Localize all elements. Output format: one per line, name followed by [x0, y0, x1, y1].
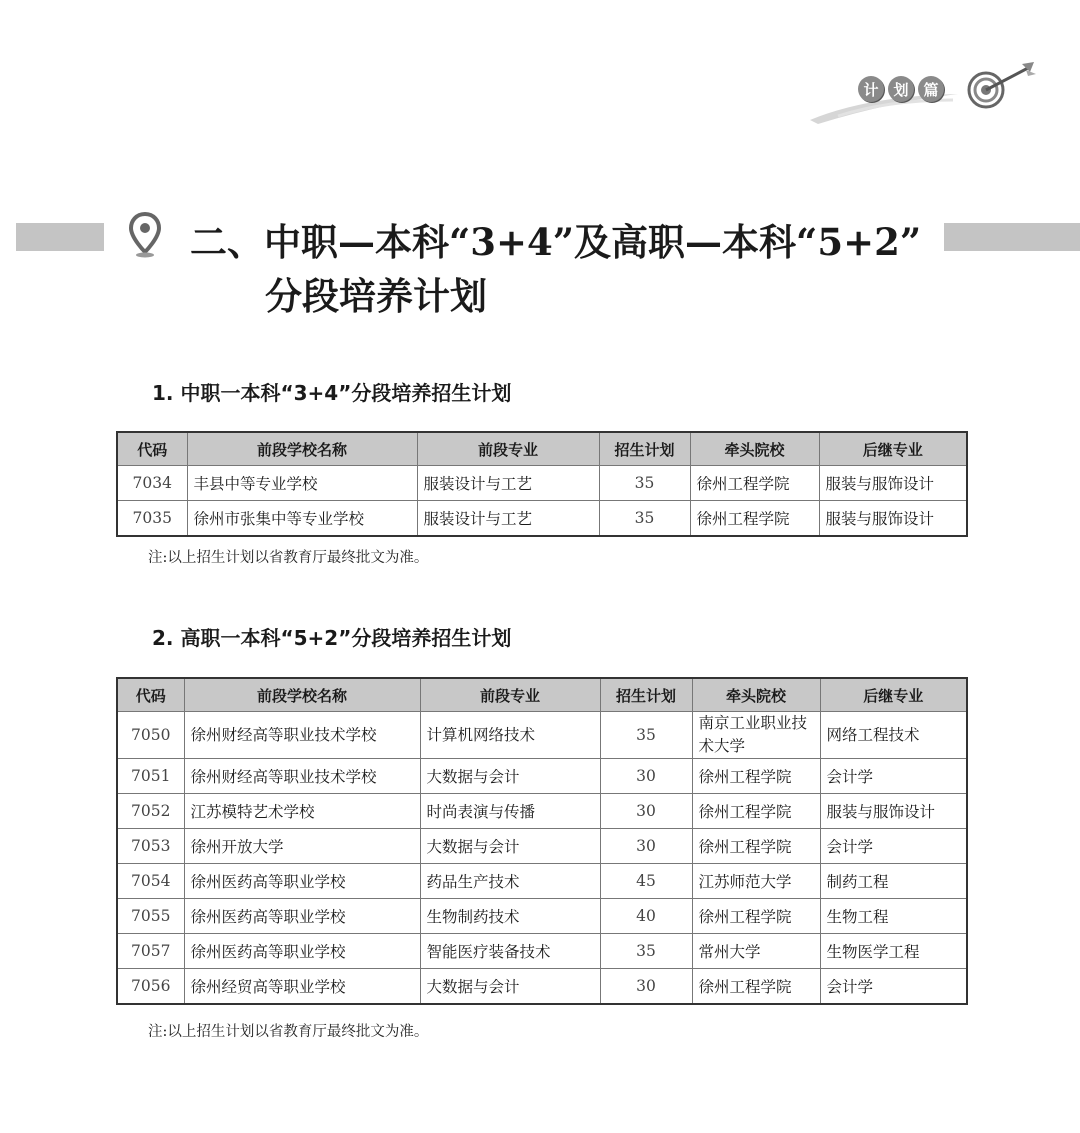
- cell-major: 智能医疗装备技术: [420, 934, 600, 969]
- cell-code: 7055: [117, 899, 184, 934]
- cell-lead-school: 徐州工程学院: [692, 969, 820, 1005]
- cell-next-major: 生物医学工程: [820, 934, 967, 969]
- title-bar-right: [944, 223, 1080, 251]
- table-row: [117, 466, 967, 501]
- section2-table: [116, 677, 968, 1005]
- column-header: 前段学校名称: [187, 432, 417, 466]
- cell-next-major: 服装与服饰设计: [819, 501, 967, 537]
- cell-code: 7035: [117, 501, 187, 537]
- badge-char: 划: [888, 76, 914, 102]
- column-header: 后继专业: [819, 432, 967, 466]
- page-title-line2: 分段培养计划: [265, 274, 487, 318]
- cell-next-major: 制药工程: [820, 864, 967, 899]
- cell-plan: 35: [599, 501, 690, 537]
- column-header: 牵头院校: [692, 678, 820, 712]
- cell-plan: 35: [600, 934, 692, 969]
- table-row: [117, 759, 967, 794]
- cell-plan: 35: [599, 466, 690, 501]
- page-title-line1: 二、中职—本科“3+4”及高职—本科“5+2”: [190, 220, 922, 264]
- badge-char: 篇: [918, 76, 944, 102]
- section1-note: 注:以上招生计划以省教育厅最终批文为准。: [148, 550, 429, 566]
- cell-major: 时尚表演与传播: [420, 794, 600, 829]
- cell-code: 7034: [117, 466, 187, 501]
- cell-major: 服装设计与工艺: [417, 501, 599, 537]
- cell-plan: 30: [600, 829, 692, 864]
- cell-major: 计算机网络技术: [420, 712, 600, 759]
- column-header: 代码: [117, 678, 184, 712]
- column-header: 招生计划: [599, 432, 690, 466]
- cell-school: 徐州市张集中等专业学校: [187, 501, 417, 537]
- cell-major: 大数据与会计: [420, 969, 600, 1005]
- cell-lead-school: 南京工业职业技术大学: [692, 712, 820, 759]
- cell-major: 服装设计与工艺: [417, 466, 599, 501]
- column-header: 前段学校名称: [184, 678, 420, 712]
- cell-school: 徐州开放大学: [184, 829, 420, 864]
- section2-note: 注:以上招生计划以省教育厅最终批文为准。: [148, 1024, 429, 1040]
- column-header: 前段专业: [417, 432, 599, 466]
- location-pin-icon: [128, 212, 162, 258]
- cell-next-major: 会计学: [820, 829, 967, 864]
- cell-code: 7053: [117, 829, 184, 864]
- cell-major: 大数据与会计: [420, 829, 600, 864]
- target-arrow-icon: [966, 60, 1038, 116]
- cell-school: 徐州经贸高等职业学校: [184, 969, 420, 1005]
- cell-lead-school: 江苏师范大学: [692, 864, 820, 899]
- table-row: [117, 899, 967, 934]
- table-row: [117, 864, 967, 899]
- column-header: 后继专业: [820, 678, 967, 712]
- table-row: [117, 934, 967, 969]
- cell-school: 徐州财经高等职业技术学校: [184, 712, 420, 759]
- table-row: [117, 829, 967, 864]
- section1-heading: 1. 中职一本科“3+4”分段培养招生计划: [152, 381, 512, 405]
- cell-plan: 30: [600, 969, 692, 1005]
- cell-school: 丰县中等专业学校: [187, 466, 417, 501]
- table-row: [117, 501, 967, 537]
- cell-plan: 40: [600, 899, 692, 934]
- cell-lead-school: 徐州工程学院: [692, 794, 820, 829]
- cell-code: 7050: [117, 712, 184, 759]
- cell-next-major: 服装与服饰设计: [820, 794, 967, 829]
- section1-table: [116, 431, 968, 537]
- section2-heading: 2. 高职一本科“5+2”分段培养招生计划: [152, 626, 512, 650]
- cell-plan: 45: [600, 864, 692, 899]
- column-header: 招生计划: [600, 678, 692, 712]
- cell-next-major: 服装与服饰设计: [819, 466, 967, 501]
- cell-lead-school: 徐州工程学院: [692, 899, 820, 934]
- cell-code: 7054: [117, 864, 184, 899]
- cell-code: 7051: [117, 759, 184, 794]
- column-header: 代码: [117, 432, 187, 466]
- cell-next-major: 会计学: [820, 759, 967, 794]
- cell-plan: 30: [600, 794, 692, 829]
- table-header-row: [117, 678, 967, 712]
- badge-char: 计: [858, 76, 884, 102]
- column-header: 前段专业: [420, 678, 600, 712]
- cell-school: 徐州医药高等职业学校: [184, 934, 420, 969]
- cell-code: 7052: [117, 794, 184, 829]
- chapter-badge: [858, 76, 944, 102]
- table-row: [117, 712, 967, 759]
- cell-next-major: 网络工程技术: [820, 712, 967, 759]
- cell-major: 大数据与会计: [420, 759, 600, 794]
- cell-lead-school: 徐州工程学院: [692, 759, 820, 794]
- cell-school: 徐州医药高等职业学校: [184, 864, 420, 899]
- cell-lead-school: 徐州工程学院: [692, 829, 820, 864]
- cell-school: 徐州医药高等职业学校: [184, 899, 420, 934]
- cell-code: 7057: [117, 934, 184, 969]
- table-header-row: [117, 432, 967, 466]
- cell-lead-school: 徐州工程学院: [690, 501, 819, 537]
- cell-lead-school: 常州大学: [692, 934, 820, 969]
- cell-school: 徐州财经高等职业技术学校: [184, 759, 420, 794]
- cell-plan: 30: [600, 759, 692, 794]
- cell-school: 江苏模特艺术学校: [184, 794, 420, 829]
- cell-plan: 35: [600, 712, 692, 759]
- title-bar-left: [16, 223, 104, 251]
- table-row: [117, 969, 967, 1005]
- cell-code: 7056: [117, 969, 184, 1005]
- cell-major: 生物制药技术: [420, 899, 600, 934]
- cell-lead-school: 徐州工程学院: [690, 466, 819, 501]
- cell-next-major: 生物工程: [820, 899, 967, 934]
- table-row: [117, 794, 967, 829]
- cell-major: 药品生产技术: [420, 864, 600, 899]
- column-header: 牵头院校: [690, 432, 819, 466]
- cell-next-major: 会计学: [820, 969, 967, 1005]
